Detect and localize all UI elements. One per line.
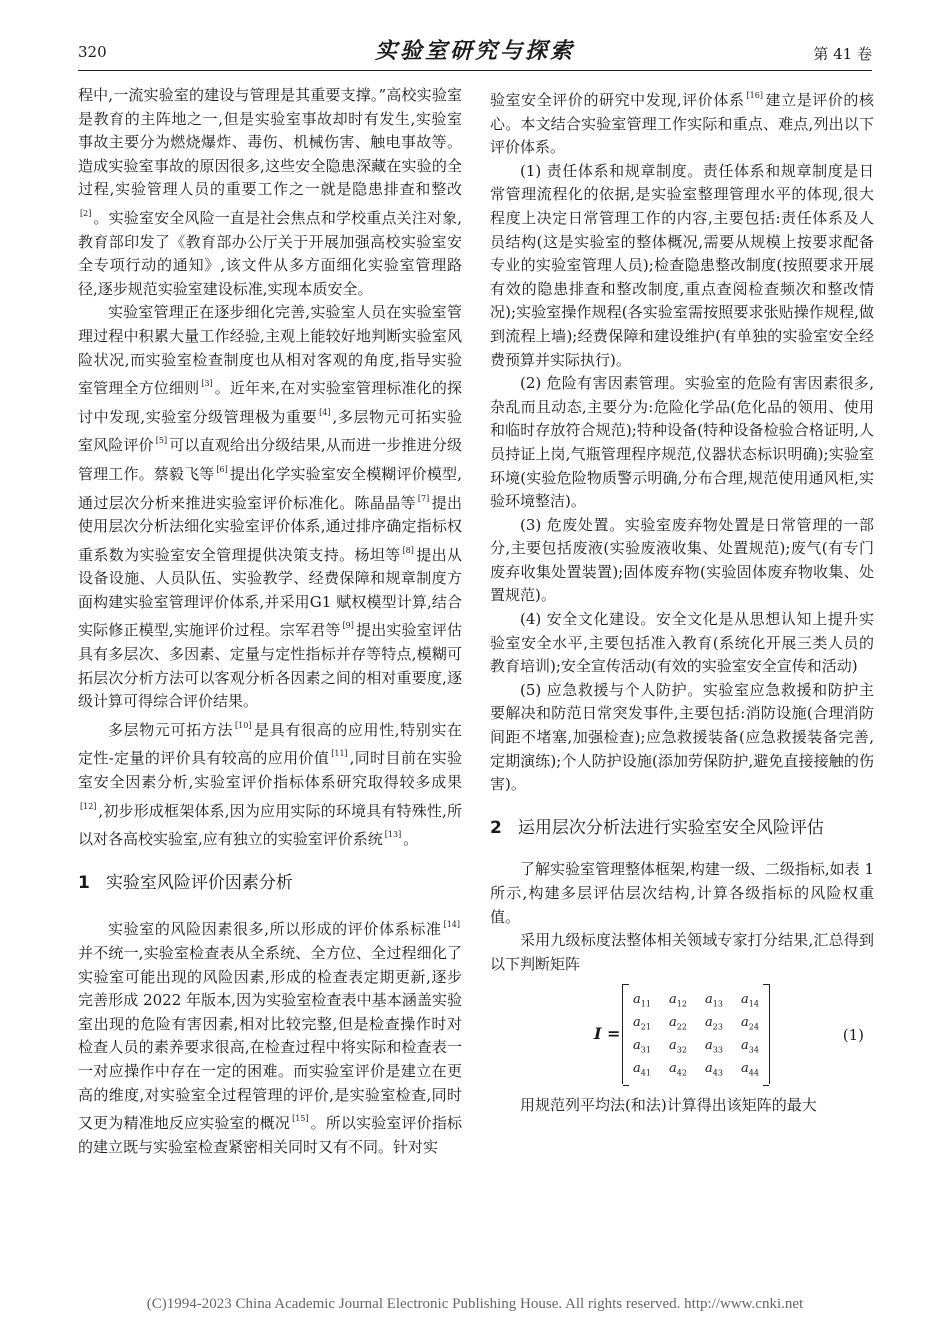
citation: [10]: [235, 720, 252, 730]
matrix-cell: $a_{44}$: [741, 1061, 759, 1078]
matrix-brackets: [622, 984, 770, 1084]
paragraph: 实验室管理正在逐步细化完善,实验室人员在实验室管理过程中积累大量工作经验,主观上能较好地判断实验室风险状况,而实验室检查制度也从相对客观的角度,指导实验室管理全方位细则 [3] 。近年来,在对实验室管理标准化的探讨中发现,实验室分级管理极为重要 [4] ,多层物元可拓实验室风险评价 [5] 可以直观给出分级结果,从而进一步推进分级管理工作。蔡毅飞等 [6] 提出化学实验室安全模糊评价模型,通过层次分析来推进实验室评价标准化。陈晶晶等 [7] 提出使用层次分析法细化实验室评价体系,通过排序确定指标权重系数为实验室安全管理提供决策支持。杨坦等 [8] 提出从设备设施、人员队伍、实验教学、经费保障和规章制度方面构建实验室管理评价体系,并采用G1 赋权模型计算,结合实际修正模型,实施评价过程。宗军君等 [9] 提出实验室评估具有多层次、多因素、定量与定性指标并存等特点,模糊可拓层次分析方法可以客观分析各因素之间的相对重要度,逐级计算可得综合评价结果。: [78, 303, 462, 711]
matrix-cell: $a_{33}$: [705, 1038, 723, 1055]
paragraph: 实验室的风险因素很多,所以形成的评价体系标准 [14]并不统一,实验室检查表从全系统、全方位、全过程细化了实验室可能出现的风险因素,形成的检查表定期更新,逐步完善形成 2022 年版本,因为实验室检查表中基本涵盖实验室出现的危险有害因素,相对比较完整,但是检查操作时对检查人员的素养要求很高,在检查过程中将实际和检查表一一对应操作中存在一定的困难。而实验室评价是建立在更高的维度,对实验室全过程管理的评价,是实验室检查,同时又更为精准地反应实验室的概况 [15] 。所以实验室评价指标的建立既与实验室检查紧密相关同时又有不同。针对实: [78, 920, 462, 1156]
citation: [13]: [384, 830, 402, 840]
matrix-cell: $a_{34}$: [741, 1038, 759, 1055]
citation: [4]: [319, 407, 331, 417]
page-header: [0, 0, 950, 80]
paragraph: (5) 应急救援与个人防护。实验室应急救援和防护主要解决和防范日常突发事件,主要包括:消防设施(合理消防间距不堵塞,加强检查);应急救援装备(应急救援装备完善,定期演练);个人防护设施(添加劳保防护,避免直接接触的伤害)。: [490, 680, 874, 794]
equation-number: (1): [842, 1026, 864, 1045]
citation: [8]: [402, 545, 414, 555]
section-number: 1: [78, 872, 90, 893]
matrix-cell: $a_{21}$: [633, 1015, 651, 1032]
matrix-cell: $a_{24}$: [741, 1015, 759, 1032]
paragraph: 了解实验室管理整体框架,构建一级、二级指标,如表 1 所示,构建多层评估层次结构,计算各级指标的风险权重值。: [490, 860, 874, 926]
section-number: 2: [490, 817, 502, 838]
copyright-footer: (C)1994-2023 China Academic Journal Electronic Publishing House. All rights reserved. http://www.cnki.net: [146, 1296, 804, 1312]
paragraph: (3) 危废处置。实验室废弃物处置是日常管理的一部分,主要包括废液(实验废液收集、处置规范);废气(有专门废弃收集处置装置);固体废弃物(实验固体废弃物收集、处置规范)。: [490, 515, 874, 605]
matrix-cell: $a_{32}$: [669, 1038, 687, 1055]
section-heading-2: [490, 817, 874, 841]
section-title: 实验室风险评价因素分析: [105, 872, 293, 893]
paragraph: 验室安全评价的研究中发现,评价体系 [16] 建立是评价的核心。本文结合实验室管理工作实际和重点、难点,列出以下评价体系。: [490, 91, 874, 157]
citation: [11]: [331, 749, 348, 759]
citation: [7]: [417, 493, 430, 503]
citation: [12]: [80, 801, 97, 811]
matrix-label: I =: [594, 1024, 621, 1044]
paragraph: 多层物元可拓方法 [10] 是具有很高的应用性,特别实在定性-定量的评价具有较高的应用价值 [11] ,同时目前在实验室安全因素分析,实验室评价指标体系研究取得较多成果[12] ,初步形成框架体系,因为应用实际的环境具有特殊性,所以对各高校实验室,应有独立的实验室评价系统 [13] 。: [78, 720, 462, 849]
paragraph: 用规范列平均法(和法)计算得出该矩阵的最大: [520, 1096, 817, 1115]
matrix-cell: $a_{12}$: [669, 992, 687, 1009]
matrix-cell: $a_{14}$: [741, 992, 759, 1009]
citation: [9]: [342, 621, 354, 631]
matrix-cell: $a_{31}$: [633, 1038, 651, 1055]
citation: [2]: [80, 208, 92, 218]
volume-label: 第 41 卷: [813, 45, 872, 63]
matrix-cell: $a_{11}$: [633, 992, 651, 1009]
judgment-matrix-equation: [490, 984, 874, 1088]
matrix-cell: $a_{23}$: [705, 1015, 723, 1032]
left-column: [78, 84, 462, 1159]
paragraph: (4) 安全文化建设。安全文化是从思想认知上提升实验室安全水平,主要包括准入教育(系统化开展三类人员的教育培训);安全宣传活动(有效的实验室安全宣传和活动): [490, 610, 874, 676]
page-number: 320: [78, 43, 107, 61]
matrix-cell: $a_{22}$: [669, 1015, 687, 1032]
paragraph: (1) 责任体系和规章制度。责任体系和规章制度是日常管理流程化的依据,是实验室整理管理水平的体现,很大程度上决定日常管理工作的内容,主要包括:责任体系及人员结构(这是实验室的整体概况,需要从规模上按要求配备专业的实验室管理人员);检查隐患整改制度(按照要求开展有效的隐患排查和整改制度,重点查阅检查频次和整改情况);实验室操作规程(各实验室需按照要求张贴操作规程,做到流程上墙);经费保障和建设维护(有单独的实验室安全经费预算并实际执行)。: [490, 161, 874, 369]
section-title: 运用层次分析法进行实验室安全风险评估: [517, 817, 824, 838]
matrix-cell: $a_{43}$: [705, 1061, 723, 1078]
paragraph: (2) 危险有害因素管理。实验室的危险有害因素很多,杂乱而且动态,主要分为:危险化学品(危化品的领用、使用和临时存放符合规范);特种设备(特种设备检验合格证明,人员持证上岗,气瓶管理程序规范,仪器状态标识明确);实验室环境(实验危险物质警示明确,分布合理,规范使用通风柜,实验环境整洁)。: [490, 374, 874, 511]
citation: [5]: [155, 436, 168, 446]
citation: [6]: [216, 464, 228, 474]
matrix-grid: [633, 988, 777, 1080]
citation: [15]: [292, 1114, 309, 1124]
matrix-cell: $a_{13}$: [705, 992, 723, 1009]
paragraph: 采用九级标度法整体相关领域专家打分结果,汇总得到以下判断矩阵: [490, 931, 874, 973]
matrix-cell: $a_{42}$: [669, 1061, 687, 1078]
section-heading-1: [78, 872, 462, 896]
citation: [14]: [443, 920, 460, 930]
citation: [16]: [746, 91, 763, 100]
header-rule: [78, 70, 872, 71]
journal-title: 实验室研究与探索: [374, 38, 575, 64]
paragraph: 程中,一流实验室的建设与管理是其重要支撑。”高校实验室是教育的主阵地之一,但是实验室事故却时有发生,实验室事故主要分为燃烧爆炸、毒伤、机械伤害、触电事故等。造成实验室事故的原因很多,这些安全隐患深藏在实验的全过程,实验管理人员的重要工作之一就是隐患排查和整改[2] 。实验室安全风险一直是社会焦点和学校重点关注对象,教育部印发了《教育部办公厅关于开展加强高校实验室安全专项行动的通知》,该文件从多方面细化实验室管理路径,逐步规范实验室建设标准,实现本质安全。: [78, 86, 462, 298]
right-column: [490, 84, 874, 1118]
matrix-cell: $a_{41}$: [633, 1061, 651, 1078]
citation: [3]: [201, 379, 213, 389]
